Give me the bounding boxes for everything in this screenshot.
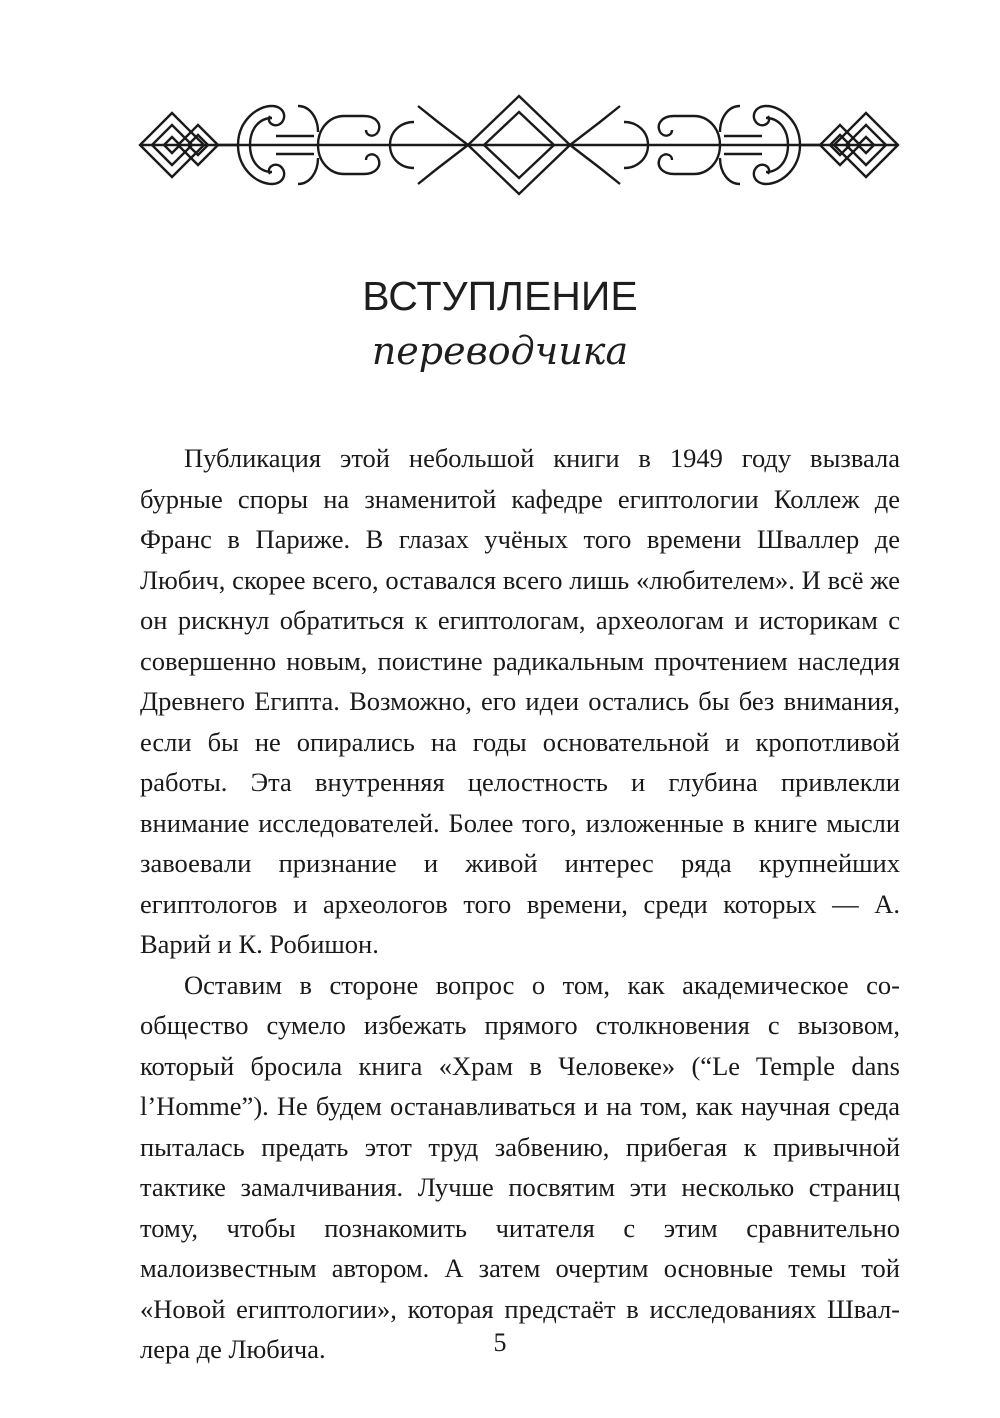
paragraph-2: Оставим в стороне вопрос о том, как академическое сообщество сумело избежать прямого столкновения с вызовом, который бросила книга «Храм в Человеке» (“Le Temple dans l’Homme”). Не будем останавливаться и на том, как научная среда пыталась предать этот труд забвению, прибегая к привычной тактике замалчивания. Лучше посвятим эти несколько страниц тому, чтобы познакомить читателя с этим сравнительно малоизвестным автором. А затем очертим основные темы той «Новой египтологии», которая предстаёт в исследованиях Шваллера де Любича. — [140, 969, 900, 1364]
chapter-subtitle: переводчика — [371, 329, 629, 373]
paragraph-1: Публикация этой небольшой книги в 1949 году вызвала бурные споры на знаменитой кафедре египтологии Коллеж де Франс в Париже. В глазах учёных того времени Шваллер де Любич, скорее всего, оставался всего лишь «любителем». И всё же он рискнул обратиться к египтологам, археологам и историкам с совершенно новым, поистине радикальным прочтением наследия Древнего Египта. Возможно, его идеи остались бы без внимания, если бы не опирались на годы основательной и кропотливой работы. Эта внутренняя целостность и глубина привлекли внимание исследователей. Более того, изложенные в книге мысли завоевали признание и живой интерес ряда крупнейших египтологов и археологов того времени, среди которых — А. Варий и К. Робишон. — [140, 443, 900, 959]
decorative-ornament-icon — [138, 92, 900, 198]
chapter-title: ВСТУПЛЕНИЕ — [362, 273, 638, 319]
body-text — [140, 438, 900, 1370]
page-number: 5 — [493, 1328, 507, 1357]
chapter-title-block — [0, 268, 1000, 376]
